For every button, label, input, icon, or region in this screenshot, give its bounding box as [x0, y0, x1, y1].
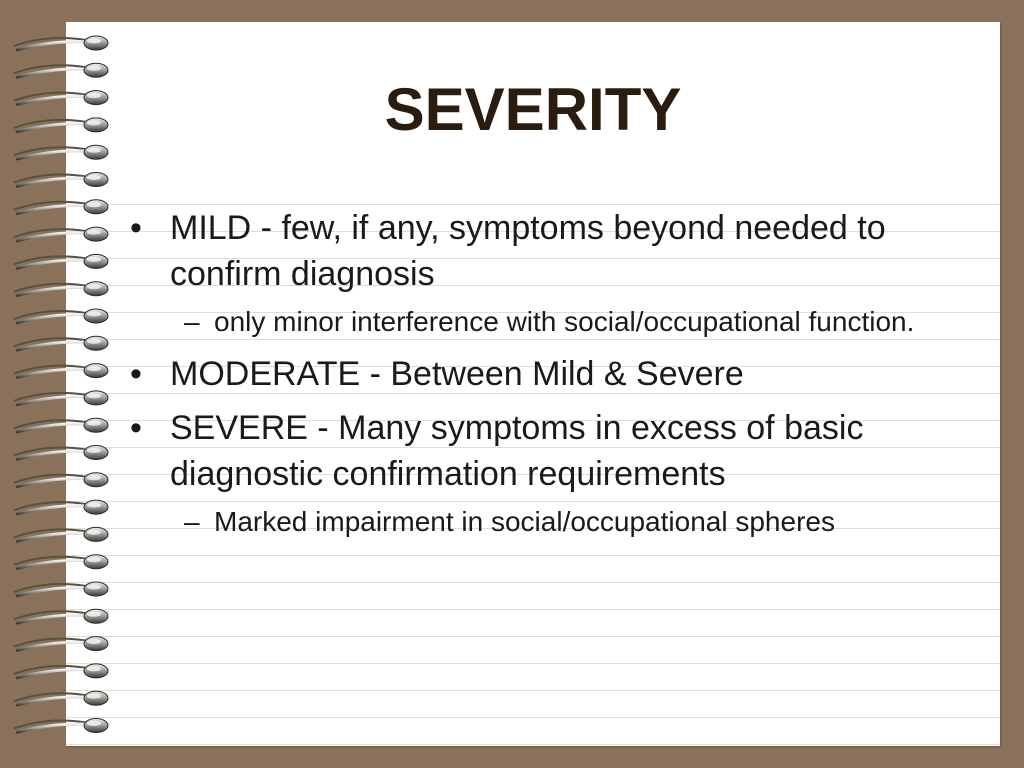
- sub-bullet-marker: –: [184, 306, 200, 337]
- bullet-text: MILD - few, if any, symptoms beyond needed to confirm diagnosis: [170, 209, 886, 293]
- bullet-text: SEVERE - Many symptoms in excess of basic diagnostic confirmation requirements: [170, 409, 864, 493]
- spiral-coil: [14, 391, 108, 405]
- spiral-coil: [14, 418, 108, 432]
- spiral-coil: [14, 664, 108, 678]
- spiral-coil: [14, 446, 108, 460]
- sub-list: [170, 501, 986, 543]
- bullet-item-mild: [126, 205, 986, 343]
- spiral-coil: [14, 500, 108, 514]
- bullet-item-moderate: [126, 351, 986, 397]
- spiral-coil: [14, 473, 108, 487]
- spiral-coil: [14, 609, 108, 623]
- spiral-coil: [14, 364, 108, 378]
- bullet-marker: •: [130, 409, 142, 447]
- spiral-coil: [14, 336, 108, 350]
- spiral-coil: [14, 254, 108, 268]
- spiral-coil: [14, 36, 108, 50]
- spiral-coil: [14, 282, 108, 296]
- bullet-list: [126, 205, 986, 551]
- sub-list: [170, 301, 986, 343]
- bullet-text: MODERATE - Between Mild & Severe: [170, 355, 744, 393]
- bullet-item-severe: [126, 405, 986, 543]
- spiral-coil: [14, 227, 108, 241]
- spiral-coil: [14, 173, 108, 187]
- sub-bullet-item: [170, 501, 986, 543]
- bullet-marker: •: [130, 355, 142, 393]
- bullet-marker: •: [130, 209, 142, 247]
- spiral-coil: [14, 555, 108, 569]
- spiral-coil: [14, 527, 108, 541]
- sub-bullet-text: only minor interference with social/occupational function.: [214, 306, 915, 337]
- spiral-coil: [14, 719, 108, 733]
- sub-bullet-text: Marked impairment in social/occupational spheres: [214, 506, 835, 537]
- spiral-coil: [14, 637, 108, 651]
- spiral-coil: [14, 200, 108, 214]
- spiral-coil: [14, 309, 108, 323]
- spiral-coil: [14, 582, 108, 596]
- sub-bullet-marker: –: [184, 506, 200, 537]
- sub-bullet-item: [170, 301, 986, 343]
- spiral-coil: [14, 691, 108, 705]
- slide-title: SEVERITY: [384, 76, 682, 143]
